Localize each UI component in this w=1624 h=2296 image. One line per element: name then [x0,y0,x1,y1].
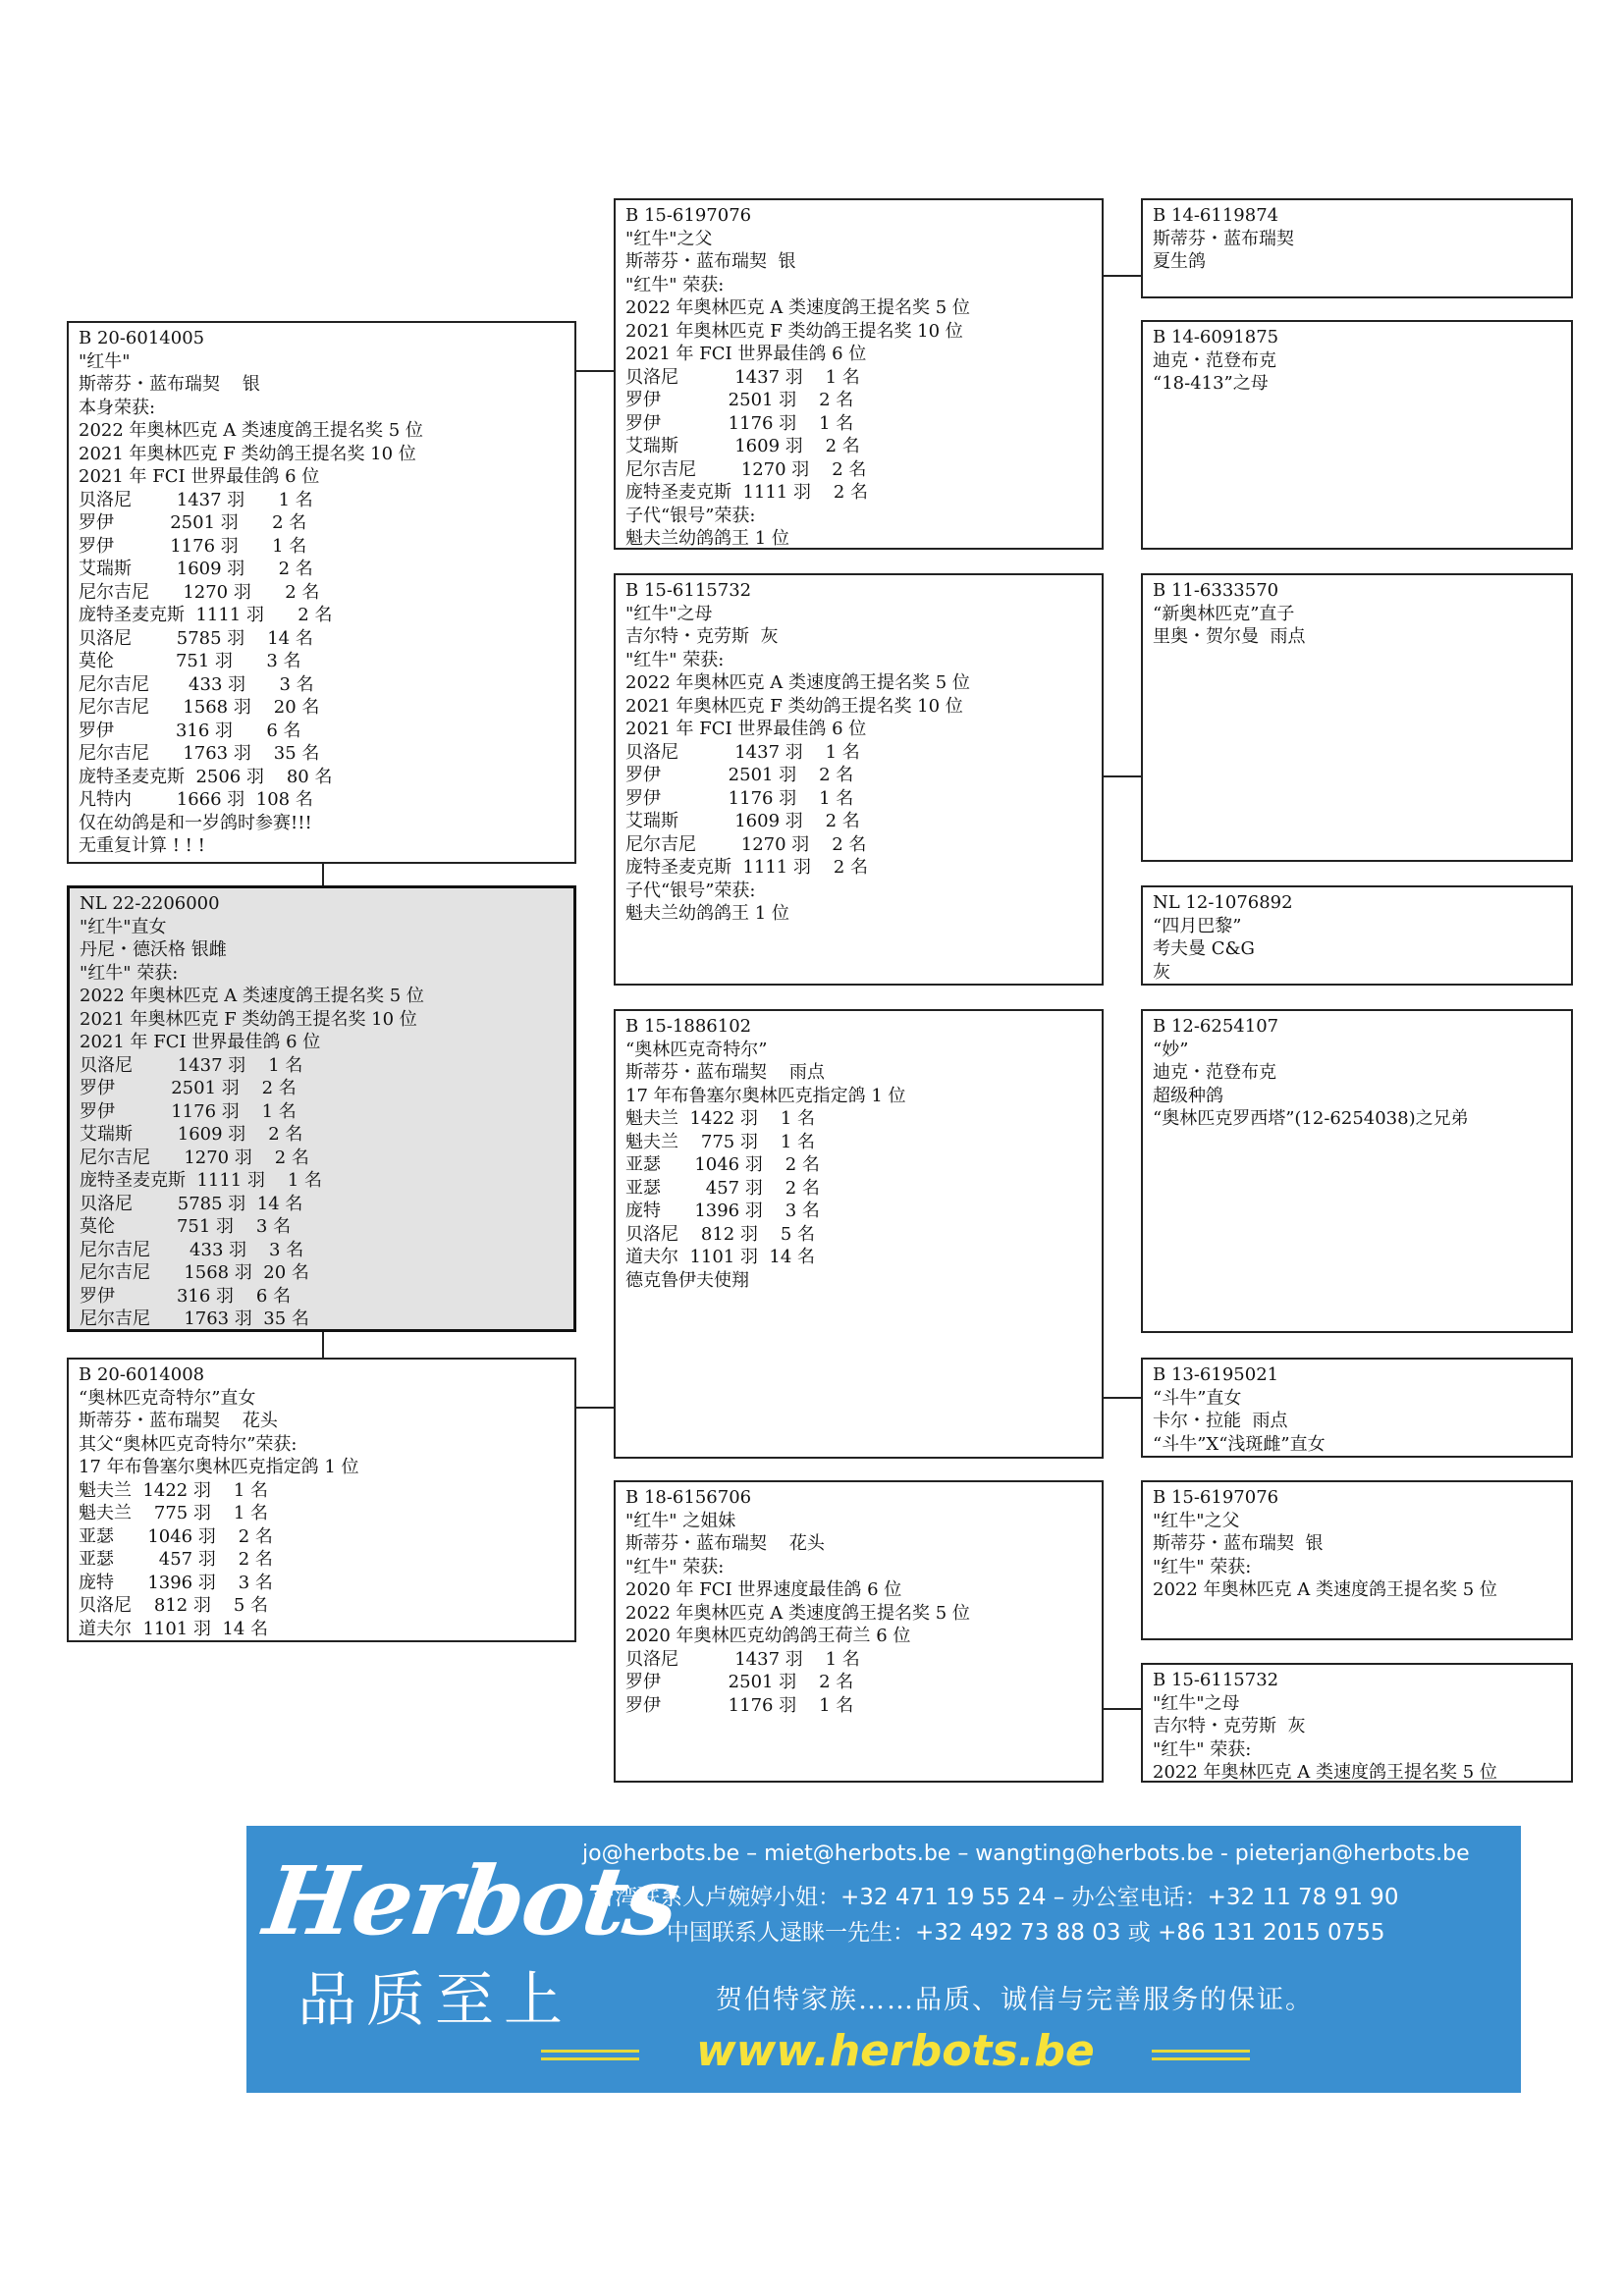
connector-line [1102,275,1143,277]
pedigree-text-line: 2021 年奥林匹克 F 类幼鸽王提名奖 10 位 [625,320,963,342]
pedigree-text-line: 罗伊 2501 羽 2 名 [625,390,854,410]
pedigree-text-line: 莫伦 751 羽 3 名 [79,651,301,671]
email-line[interactable]: jo@herbots.be – miet@herbots.be – wangting@herbots.be - pieterjan@herbots.be [582,1842,1470,1866]
pedigree-text-line: 2021 年 FCI 世界最佳鸽 6 位 [80,1032,321,1052]
pedigree-text-line: 2021 年 FCI 世界最佳鸽 6 位 [79,466,320,487]
pedigree-text-line: 莫伦 751 羽 3 名 [80,1216,292,1237]
pedigree-text-line: 2022 年奥林匹克 A 类速度鸽王提名奖 5 位 [80,986,424,1006]
great-grandparent-box-7 [1141,1480,1573,1640]
pedigree-text-line: 亚瑟 1046 羽 2 名 [625,1154,820,1175]
pedigree-text-line: 贝洛尼 5785 羽 14 名 [80,1193,303,1214]
pedigree-text-line: 其父“奥林匹克奇特尔”荣获: [79,1433,298,1455]
pedigree-text-line: 罗伊 1176 羽 1 名 [79,535,307,557]
pedigree-text-line: 2022 年奥林匹克 A 类速度鸽王提名奖 5 位 [625,1602,970,1624]
pedigree-text-line: 斯蒂芬・蓝布瑞契 银 [79,374,260,395]
pedigree-text-line: 灰 [1153,961,1170,983]
pedigree-text-line: 尼尔吉尼 1270 羽 2 名 [625,458,867,480]
pedigree-text-line: 尼尔吉尼 1270 羽 2 名 [80,1147,309,1168]
great-grandparent-box-2 [1141,320,1573,550]
pedigree-text-line: “斗牛”X“浅斑雌”直女 [1153,1433,1326,1455]
pedigree-text-line: “新奥林匹克”直子 [1153,603,1295,624]
pedigree-text-line: 亚瑟 457 羽 2 名 [625,1177,820,1199]
sire-sire-box [614,198,1104,550]
ring-number: B 15-6197076 [625,205,752,226]
ring-number: B 15-1886102 [625,1016,752,1037]
pedigree-text-line: 超级种鸽 [1153,1085,1223,1106]
pedigree-text-line: 迪克・范登布克 [1153,1062,1276,1083]
pedigree-text-line: 2022 年奥林匹克 A 类速度鸽王提名奖 5 位 [1153,1579,1497,1600]
pedigree-text-line: 道夫尔 1101 羽 14 名 [79,1618,269,1639]
ring-number: B 15-6115732 [1153,1670,1279,1690]
pedigree-text-line: “奥林匹克罗西塔”(12-6254038)之兄弟 [1153,1108,1469,1129]
pedigree-text-line: 考夫曼 C&G [1153,938,1255,959]
pedigree-text-line: 吉尔特・克劳斯 灰 [1153,1716,1306,1736]
dam-box [67,1358,576,1642]
pedigree-text-line: 迪克・范登布克 [1153,349,1276,371]
pedigree-text-line: 罗伊 1176 羽 1 名 [80,1100,297,1122]
connector-line [1102,775,1143,777]
pedigree-text-line: 庞特圣麦克斯 1111 羽 1 名 [80,1170,323,1191]
pedigree-text-line: 艾瑞斯 1609 羽 2 名 [625,811,860,831]
ring-number: B 14-6119874 [1153,205,1279,226]
great-grandparent-box-8 [1141,1663,1573,1783]
pedigree-text-line: 贝洛尼 5785 羽 14 名 [79,627,313,649]
pedigree-text-line: "红牛" 荣获: [625,1556,725,1577]
connector-line [322,1332,324,1358]
pedigree-text-line: 罗伊 2501 羽 2 名 [79,512,307,533]
pedigree-text-line: 吉尔特・克劳斯 灰 [625,626,779,647]
pedigree-text-line: 斯蒂芬・蓝布瑞契 银 [1153,1533,1324,1554]
pedigree-text-line: 艾瑞斯 1609 羽 2 名 [80,1124,303,1145]
sire-dam-box [614,573,1104,986]
connector-line [322,864,324,885]
pedigree-text-line: “妙” [1153,1039,1189,1060]
pedigree-text-line: 魁夫兰 775 羽 1 名 [79,1503,269,1523]
decorative-line-right-2 [1152,2057,1250,2060]
ring-number: B 15-6115732 [625,580,752,601]
pedigree-text-line: 尼尔吉尼 1763 羽 35 名 [79,743,320,764]
ring-number: NL 12-1076892 [1153,892,1293,913]
pedigree-text-line: “18-413”之母 [1153,373,1269,394]
taiwan-contact: 台湾联系人卢婉婷小姐：+32 471 19 55 24 – 办公室电话：+32 11 78 91 90 [592,1885,1399,1910]
pedigree-text-line: 庞特 1396 羽 3 名 [79,1572,273,1593]
pedigree-text-line: 庞特圣麦克斯 1111 羽 2 名 [79,605,333,625]
pedigree-text-line: “四月巴黎” [1153,915,1242,936]
subject-pigeon-box [67,885,576,1332]
pedigree-text-line: 庞特 1396 羽 3 名 [625,1201,820,1221]
great-grandparent-box-1 [1141,198,1573,298]
pedigree-text-line: 魁夫兰幼鸽鸽王 1 位 [625,528,789,549]
pedigree-text-line: 艾瑞斯 1609 羽 2 名 [79,559,313,579]
pedigree-text-line: 本身荣获: [79,397,156,418]
pedigree-text-line: 艾瑞斯 1609 羽 2 名 [625,436,860,456]
pedigree-text-line: "红牛" 荣获: [1153,1556,1252,1577]
great-grandparent-box-6 [1141,1358,1573,1458]
pedigree-text-line: 2022 年奥林匹克 A 类速度鸽王提名奖 5 位 [1153,1762,1497,1783]
pedigree-text-line: 贝洛尼 1437 羽 1 名 [79,489,313,510]
pedigree-text-line: “斗牛”直女 [1153,1387,1242,1409]
connector-line [574,370,616,372]
dam-sire-box [614,1009,1104,1459]
pedigree-text-line: 子代“银号”荣获: [625,880,756,901]
pedigree-text-line: 贝洛尼 1437 羽 1 名 [80,1054,303,1076]
pedigree-text-line: "红牛" 之姐妹 [625,1510,736,1531]
pedigree-text-line: 罗伊 2501 羽 2 名 [625,765,854,785]
pedigree-text-line: 斯蒂芬・蓝布瑞契 花头 [79,1411,278,1431]
ring-number: B 18-6156706 [625,1487,752,1508]
pedigree-text-line: 夏生鸽 [1153,251,1206,272]
connector-line [1102,1397,1143,1399]
pedigree-text-line: 贝洛尼 1437 羽 1 名 [625,366,860,388]
tagline: 贺伯特家族……品质、诚信与完善服务的保证。 [716,1985,1314,2015]
pedigree-text-line: 子代“银号”荣获: [625,505,756,526]
pedigree-text-line: 亚瑟 1046 羽 2 名 [79,1525,273,1547]
herbots-banner [246,1826,1521,2093]
ring-number: B 12-6254107 [1153,1016,1279,1037]
pedigree-text-line: 尼尔吉尼 1763 羽 35 名 [80,1308,309,1329]
china-contact: 中国联系人逯睐一先生：+32 492 73 88 03 或 +86 131 2015 0755 [667,1920,1385,1946]
ring-number: B 14-6091875 [1153,327,1279,347]
pedigree-text-line: “奥林匹克奇特尔” [625,1039,768,1060]
pedigree-text-line: 贝洛尼 812 羽 5 名 [625,1223,816,1245]
pedigree-text-line: 德克鲁伊夫使翔 [625,1269,749,1291]
pedigree-text-line: 无重复计算 ! ! ! [79,835,205,856]
great-grandparent-box-4 [1141,885,1573,986]
pedigree-text-line: 罗伊 1176 羽 1 名 [625,1694,854,1716]
pedigree-text-line: "红牛" 荣获: [80,962,179,984]
connector-line [1102,1708,1143,1710]
pedigree-text-line: 贝洛尼 812 羽 5 名 [79,1595,269,1616]
decorative-line-right [1152,2050,1250,2053]
website-url[interactable]: www.herbots.be [696,2026,1095,2076]
pedigree-text-line: 17 年布鲁塞尔奥林匹克指定鸽 1 位 [625,1085,906,1106]
decorative-line-left [541,2050,639,2053]
pedigree-text-line: 里奥・贺尔曼 雨点 [1153,626,1306,647]
pedigree-text-line: 卡尔・拉能 雨点 [1153,1411,1288,1431]
pedigree-text-line: 贝洛尼 1437 羽 1 名 [625,741,860,763]
pedigree-text-line: 2021 年奥林匹克 F 类幼鸽王提名奖 10 位 [79,443,416,464]
pedigree-text-line: 尼尔吉尼 1270 羽 2 名 [625,833,867,855]
connector-line [574,1407,616,1409]
pedigree-text-line: 2021 年 FCI 世界最佳鸽 6 位 [625,719,867,739]
pedigree-text-line: 2022 年奥林匹克 A 类速度鸽王提名奖 5 位 [79,420,423,441]
pedigree-text-line: 仅在幼鸽是和一岁鸽时参赛!!! [79,812,312,833]
great-grandparent-box-3 [1141,573,1573,862]
pedigree-text-line: 亚瑟 457 羽 2 名 [79,1549,273,1570]
pedigree-text-line: 斯蒂芬・蓝布瑞契 雨点 [625,1062,825,1083]
pedigree-text-line: "红牛"直女 [80,916,167,937]
pedigree-text-line: "红牛" 荣获: [625,649,725,670]
pedigree-text-line: 2021 年 FCI 世界最佳鸽 6 位 [625,344,867,364]
pedigree-text-line: "红牛" 荣获: [625,274,725,295]
ring-number: B 15-6197076 [1153,1487,1279,1508]
decorative-line-left-2 [541,2057,639,2060]
pedigree-text-line: 17 年布鲁塞尔奥林匹克指定鸽 1 位 [79,1457,359,1477]
pedigree-text-line: 尼尔吉尼 1568 羽 20 名 [79,697,320,718]
pedigree-text-line: 2022 年奥林匹克 A 类速度鸽王提名奖 5 位 [625,297,970,318]
ring-number: B 11-6333570 [1153,580,1279,601]
pedigree-text-line: 2022 年奥林匹克 A 类速度鸽王提名奖 5 位 [625,672,970,693]
pedigree-text-line: 庞特圣麦克斯 1111 羽 2 名 [625,482,869,503]
pedigree-text-line: "红牛" 荣获: [1153,1738,1252,1760]
pedigree-text-line: 贝洛尼 1437 羽 1 名 [625,1648,860,1670]
great-grandparent-box-5 [1141,1009,1573,1333]
pedigree-text-line: 2020 年 FCI 世界速度最佳鸽 6 位 [625,1579,902,1600]
pedigree-text-line: 2021 年奥林匹克 F 类幼鸽王提名奖 10 位 [625,695,963,717]
ring-number: NL 22-2206000 [80,893,220,914]
pedigree-text-line: 尼尔吉尼 1270 羽 2 名 [79,581,320,603]
pedigree-text-line: 罗伊 2501 羽 2 名 [80,1078,297,1098]
pedigree-text-line: 魁夫兰 1422 羽 1 名 [79,1479,269,1501]
pedigree-text-line: 凡特内 1666 羽 108 名 [79,789,313,810]
ring-number: B 20-6014008 [79,1364,205,1385]
ring-number: B 13-6195021 [1153,1364,1279,1385]
pedigree-text-line: 丹尼・德沃格 银雌 [80,939,227,960]
herbots-logo: Herbots [258,1845,684,1956]
pedigree-text-line: 魁夫兰 1422 羽 1 名 [625,1108,816,1129]
sire-box [67,321,576,864]
pedigree-text-line: 魁夫兰幼鸽鸽王 1 位 [625,903,789,924]
pedigree-text-line: 魁夫兰 775 羽 1 名 [625,1131,816,1152]
pedigree-text-line: "红牛"之父 [1153,1510,1240,1531]
pedigree-text-line: 罗伊 1176 羽 1 名 [625,787,854,809]
dam-dam-box [614,1480,1104,1783]
pedigree-text-line: “奥林匹克奇特尔”直女 [79,1387,256,1409]
pedigree-text-line: 斯蒂芬・蓝布瑞契 [1153,228,1294,249]
pedigree-text-line: "红牛" [79,350,131,372]
pedigree-text-line: 2020 年奥林匹克幼鸽鸽王荷兰 6 位 [625,1626,911,1646]
slogan: 品质至上 [298,1966,572,2035]
pedigree-text-line: 庞特圣麦克斯 1111 羽 2 名 [625,857,869,878]
pedigree-text-line: "红牛"之母 [1153,1692,1240,1714]
pedigree-text-line: "红牛"之父 [625,228,713,249]
pedigree-text-line: 斯蒂芬・蓝布瑞契 花头 [625,1533,825,1554]
pedigree-text-line: 罗伊 1176 羽 1 名 [625,412,854,434]
pedigree-text-line: 尼尔吉尼 433 羽 3 名 [79,673,314,695]
pedigree-text-line: 尼尔吉尼 1568 羽 20 名 [80,1262,309,1283]
pedigree-text-line: 罗伊 316 羽 6 名 [79,720,301,741]
pedigree-text-line: 尼尔吉尼 433 羽 3 名 [80,1239,304,1260]
pedigree-text-line: "红牛"之母 [625,603,713,624]
pedigree-text-line: 罗伊 316 羽 6 名 [80,1285,292,1307]
pedigree-text-line: 道夫尔 1101 羽 14 名 [625,1247,816,1267]
pedigree-text-line: 斯蒂芬・蓝布瑞契 银 [625,251,796,272]
pedigree-text-line: 罗伊 2501 羽 2 名 [625,1672,854,1692]
pedigree-text-line: 庞特圣麦克斯 2506 羽 80 名 [79,766,333,787]
pedigree-text-line: 2021 年奥林匹克 F 类幼鸽王提名奖 10 位 [80,1008,417,1030]
ring-number: B 20-6014005 [79,328,205,348]
